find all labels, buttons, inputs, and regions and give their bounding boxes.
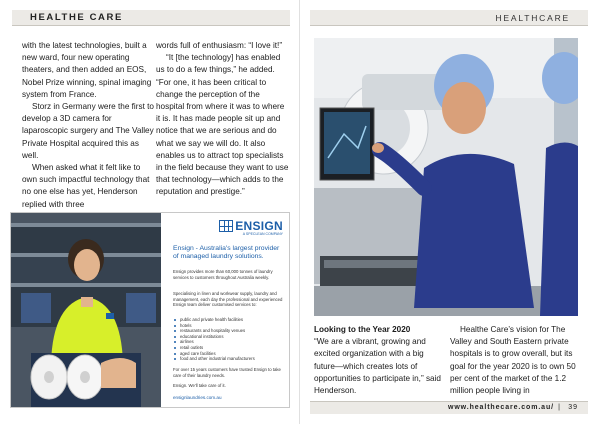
- ad-paragraph: Specialising in linen and workwear supply, laundry and management, each day the professional and experienced Ensign team deliver customised services to:: [173, 291, 283, 307]
- ensign-logo: [219, 219, 283, 236]
- list-item: food and other industrial manufacturers: [173, 356, 285, 362]
- list-item: aged care facilities: [173, 351, 285, 357]
- section-heading: Looking to the Year 2020: [314, 325, 411, 334]
- list-item: educational institutions: [173, 334, 285, 340]
- list-item: hotels: [173, 323, 285, 329]
- left-page-header: [12, 10, 290, 26]
- operating-room-illustration: [314, 38, 578, 316]
- ad-paragraph: For over 15 years customers have trusted Ensign to take care of their laundry needs.: [173, 367, 281, 378]
- article-column-1: [22, 40, 154, 211]
- right-page-header: [310, 10, 588, 26]
- ensign-advertisement[interactable]: [10, 212, 290, 408]
- article-column-2: [156, 40, 290, 199]
- list-item: airlines: [173, 339, 285, 345]
- section-title: HEALTHCARE: [495, 13, 570, 23]
- page-number: 39: [568, 404, 578, 411]
- article-paragraph: “It [the technology] has enabled us to do a few things,” he added. “For one, it has been critical to change the perception of the hospital from where it was to where it is. It has made people sit up and notice that we are serious and do what we say we will do. It also enables us to attract top specialists in the field because they want to use that technology—which adds to the reputation and prestige.”: [156, 53, 289, 197]
- surgeon-photo: [314, 38, 578, 316]
- article-paragraph: When asked what it felt like to own such impactful technology that no one else has yet, Henderson replied with three: [22, 163, 150, 209]
- list-item: restaurants and hospitality venues: [173, 328, 285, 334]
- ensign-logo-subtitle: A SPECLEAN COMPANY: [242, 232, 283, 236]
- ad-paragraph: Ensign provides more than 60,000 tonnes of laundry services to customers throughout Australia weekly.: [173, 269, 273, 280]
- magazine-title: HEALTHE CARE: [30, 12, 123, 23]
- right-page-footer: [310, 401, 588, 414]
- ad-headline: Ensign - Australia's largest provider of managed laundry solutions.: [173, 245, 280, 261]
- article-paragraph: “We are a vibrant, growing and excited organization with a big future—which creates lots of opportunities to participate in,” said Henderson.: [314, 337, 441, 396]
- article-column-4: [450, 324, 580, 397]
- right-page: [300, 0, 600, 424]
- ensign-logo-word: ENSIGN: [235, 219, 283, 233]
- article-paragraph: with the latest technologies, built a new ward, four new operating theaters, and then added an EOS, Nobel Prize winning, spinal imaging system from France.: [22, 41, 152, 99]
- article-column-3: [314, 324, 442, 397]
- article-paragraph: Healthe Care’s vision for The Valley and South Eastern private hospitals is to grow overall, but its goal for the year 2020 is to own 50 per cent of the market of the 1.2 million people living in: [450, 325, 576, 396]
- list-item: retail outlets: [173, 345, 285, 351]
- ad-tagline: Ensign. We'll take care of it.: [173, 383, 226, 388]
- laundry-worker-illustration: [11, 213, 161, 407]
- ad-worker-photo: [11, 213, 161, 407]
- article-paragraph: Storz in Germany were the first to develop a 3D camera for laparoscopic surgery and The Valley Private Hospital acquired this as well.: [22, 102, 154, 160]
- ad-services-list: [173, 317, 285, 362]
- footer-website-link[interactable]: www.healthecare.com.au/: [447, 404, 554, 411]
- ensign-logo-mark-icon: [219, 220, 233, 232]
- footer-separator: |: [558, 404, 560, 411]
- list-item: public and private health facilities: [173, 317, 285, 323]
- article-paragraph: words full of enthusiasm: “I love it!”: [156, 41, 283, 50]
- ad-website-link[interactable]: ensignlaundries.com.au: [173, 395, 222, 400]
